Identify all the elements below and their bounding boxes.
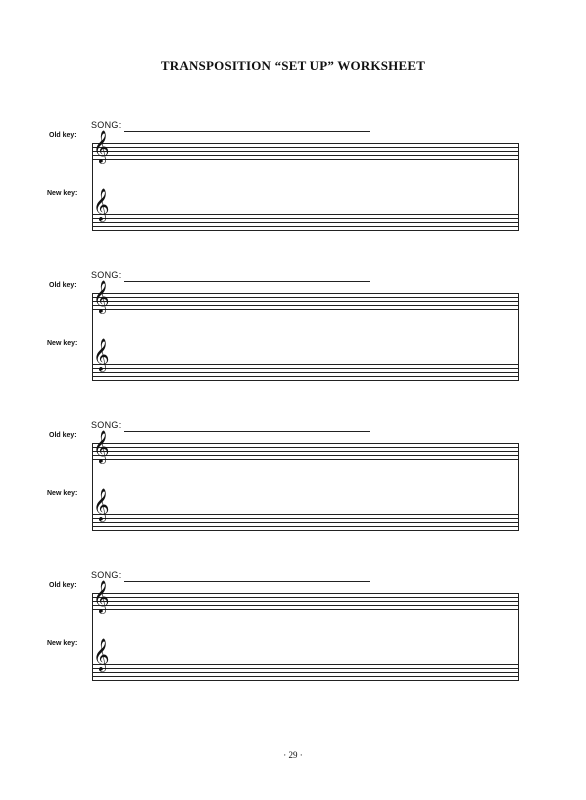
staff-line bbox=[92, 680, 519, 681]
worksheet-block bbox=[0, 270, 586, 401]
page-title: TRANSPOSITION “SET UP” WORKSHEET bbox=[160, 58, 426, 73]
treble-clef-icon: 𝄞 bbox=[93, 580, 110, 613]
new-key-label: New key: bbox=[47, 190, 78, 197]
staff-line bbox=[92, 597, 519, 598]
old-key-label: Old key: bbox=[49, 582, 77, 589]
treble-clef-icon: 𝄞 bbox=[93, 488, 110, 521]
staff-line bbox=[92, 593, 519, 594]
staff-line bbox=[92, 297, 519, 298]
page-number: · 29 · bbox=[283, 750, 303, 760]
song-label: SONG: bbox=[91, 120, 122, 130]
song-title-field[interactable] bbox=[124, 431, 370, 432]
staff-line bbox=[92, 451, 519, 452]
song-label: SONG: bbox=[91, 570, 122, 580]
staff-line bbox=[92, 305, 519, 306]
staff-line bbox=[92, 372, 519, 373]
staff-line bbox=[92, 459, 519, 460]
staff-line bbox=[92, 364, 519, 365]
treble-clef-icon: 𝄞 bbox=[93, 430, 110, 463]
staff-line bbox=[92, 609, 519, 610]
old-key-staff bbox=[92, 293, 519, 309]
staff-line bbox=[92, 218, 519, 219]
staff-line bbox=[92, 443, 519, 444]
staff-line bbox=[92, 522, 519, 523]
staff-line bbox=[92, 151, 519, 152]
staff-line bbox=[92, 159, 519, 160]
song-title-field[interactable] bbox=[124, 281, 370, 282]
new-key-label: New key: bbox=[47, 340, 78, 347]
staff-line bbox=[92, 518, 519, 519]
new-key-staff bbox=[92, 514, 519, 530]
new-key-label: New key: bbox=[47, 640, 78, 647]
staff-line bbox=[92, 222, 519, 223]
staff-line bbox=[92, 214, 519, 215]
staff-line bbox=[92, 147, 519, 148]
staff-line bbox=[92, 226, 519, 227]
staff-line bbox=[92, 526, 519, 527]
staff-line bbox=[92, 447, 519, 448]
new-key-staff bbox=[92, 214, 519, 230]
worksheet-block bbox=[0, 570, 586, 701]
staff-line bbox=[92, 301, 519, 302]
staff-line bbox=[92, 672, 519, 673]
old-key-label: Old key: bbox=[49, 282, 77, 289]
staff-line bbox=[92, 530, 519, 531]
staff-line bbox=[92, 368, 519, 369]
staff-line bbox=[92, 155, 519, 156]
song-label: SONG: bbox=[91, 420, 122, 430]
staff-line bbox=[92, 668, 519, 669]
worksheet-block bbox=[0, 120, 586, 251]
staff-line bbox=[92, 309, 519, 310]
new-key-staff bbox=[92, 664, 519, 680]
staff-line bbox=[92, 455, 519, 456]
old-key-label: Old key: bbox=[49, 432, 77, 439]
song-label: SONG: bbox=[91, 270, 122, 280]
staff-line bbox=[92, 676, 519, 677]
treble-clef-icon: 𝄞 bbox=[93, 130, 110, 163]
staff-line bbox=[92, 601, 519, 602]
old-key-staff bbox=[92, 143, 519, 159]
old-key-staff bbox=[92, 593, 519, 609]
staff-line bbox=[92, 376, 519, 377]
staff-line bbox=[92, 293, 519, 294]
old-key-staff bbox=[92, 443, 519, 459]
treble-clef-icon: 𝄞 bbox=[93, 280, 110, 313]
staff-line bbox=[92, 230, 519, 231]
staff-line bbox=[92, 380, 519, 381]
old-key-label: Old key: bbox=[49, 132, 77, 139]
treble-clef-icon: 𝄞 bbox=[93, 338, 110, 371]
new-key-staff bbox=[92, 364, 519, 380]
song-title-field[interactable] bbox=[124, 131, 370, 132]
staff-line bbox=[92, 143, 519, 144]
worksheet-block bbox=[0, 420, 586, 551]
staff-line bbox=[92, 514, 519, 515]
treble-clef-icon: 𝄞 bbox=[93, 638, 110, 671]
staff-line bbox=[92, 605, 519, 606]
new-key-label: New key: bbox=[47, 490, 78, 497]
treble-clef-icon: 𝄞 bbox=[93, 188, 110, 221]
staff-line bbox=[92, 664, 519, 665]
song-title-field[interactable] bbox=[124, 581, 370, 582]
